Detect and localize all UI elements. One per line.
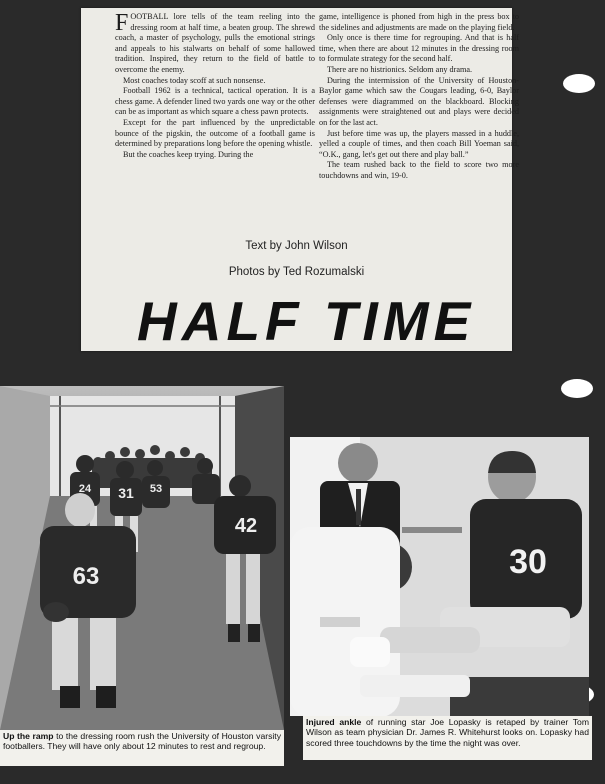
paragraph: Just before time was up, the players massed in a huddle, yelled a couple of times, and then coach Bill Yoeman said, “O.K., gang, let's get out there and play ball.” bbox=[319, 128, 519, 159]
text-credit: Text by John Wilson bbox=[245, 240, 348, 252]
photo-ankle-taping bbox=[290, 437, 589, 716]
jersey-number-53: 53 bbox=[149, 483, 163, 495]
paragraph: There are no histrionics. Seldom any drama. bbox=[327, 64, 473, 74]
jersey-number-63: 63 bbox=[72, 563, 100, 590]
paragraph: Most coaches today scoff at such nonsense. bbox=[123, 75, 266, 85]
caption-lead: Up the ramp bbox=[3, 731, 54, 741]
caption-ramp bbox=[0, 730, 284, 766]
paragraph: Except for the part influenced by the unpredictable bounce of the pigskin, the outcome of a football game is determined by preparations long before the opening whistle. bbox=[115, 117, 315, 149]
caption-ankle bbox=[303, 716, 592, 760]
caption-body: of running star Joe Lopasky is retaped by trainer Tom Wilson as team physician Dr. James R. Whitehurst looks on. Lopasky had scored three touchdowns by the time the night was over. bbox=[306, 717, 589, 748]
article-clipping bbox=[81, 8, 519, 352]
paragraph-text: OOTBALL lore tells of the team reeling into the dressing room at half time, a beaten group. The shrewd coach, a master of psychology, pulls the emotional strings and appeals to his stalwarts on behalf of some hallowed tradition. Inspired, they return to the field of battle to overcome the enemy. bbox=[115, 12, 315, 74]
hole-punch bbox=[563, 74, 595, 93]
headline: HALF TIME bbox=[137, 290, 476, 352]
paragraph: The team rushed back to the field to score two more touchdowns and win, 19-0. bbox=[319, 160, 519, 180]
article-column-left bbox=[115, 12, 315, 160]
paragraph bbox=[115, 12, 315, 76]
caption-lead: Injured ankle bbox=[306, 717, 362, 727]
jersey-number-42: 42 bbox=[234, 515, 258, 537]
paragraph: Only once is there time for regrouping. And that is half time, when there are about 12 minutes in the dressing room to formulate strategy for the second half. bbox=[319, 33, 519, 64]
drop-cap: F bbox=[115, 10, 129, 36]
taping-photo-image bbox=[290, 437, 589, 716]
hole-punch bbox=[561, 379, 593, 398]
paragraph: But the coaches keep trying. During the bbox=[123, 149, 254, 159]
paragraph: Football 1962 is a technical, tactical operation. It is a chess game. A defender lined two yards one way or the other can be as important as which square a chess pawn protects. bbox=[115, 86, 315, 117]
article-column-right bbox=[319, 12, 519, 182]
photo-players-ramp bbox=[0, 386, 284, 730]
jersey-number-24: 24 bbox=[78, 483, 92, 495]
jersey-number-31: 31 bbox=[118, 485, 134, 501]
paragraph: game, intelligence is phoned from high in the press box to the sidelines and adjustments are made on the playing field. bbox=[319, 12, 519, 32]
ramp-photo-image bbox=[0, 386, 284, 730]
caption-body: to the dressing room rush the University of Houston varsity footballers. They will have only about 12 minutes to rest and regroup. bbox=[3, 731, 281, 752]
paragraph: During the intermission of the University of Houston-Baylor game which saw the Cougars leading, 6-0, Baylor defenses were diagrammed on the blackboard. Blocking assignments were straightened out and plays were decided on for the last act. bbox=[319, 75, 519, 127]
jersey-number-30: 30 bbox=[509, 543, 547, 581]
photo-credit: Photos by Ted Rozumalski bbox=[228, 266, 365, 278]
